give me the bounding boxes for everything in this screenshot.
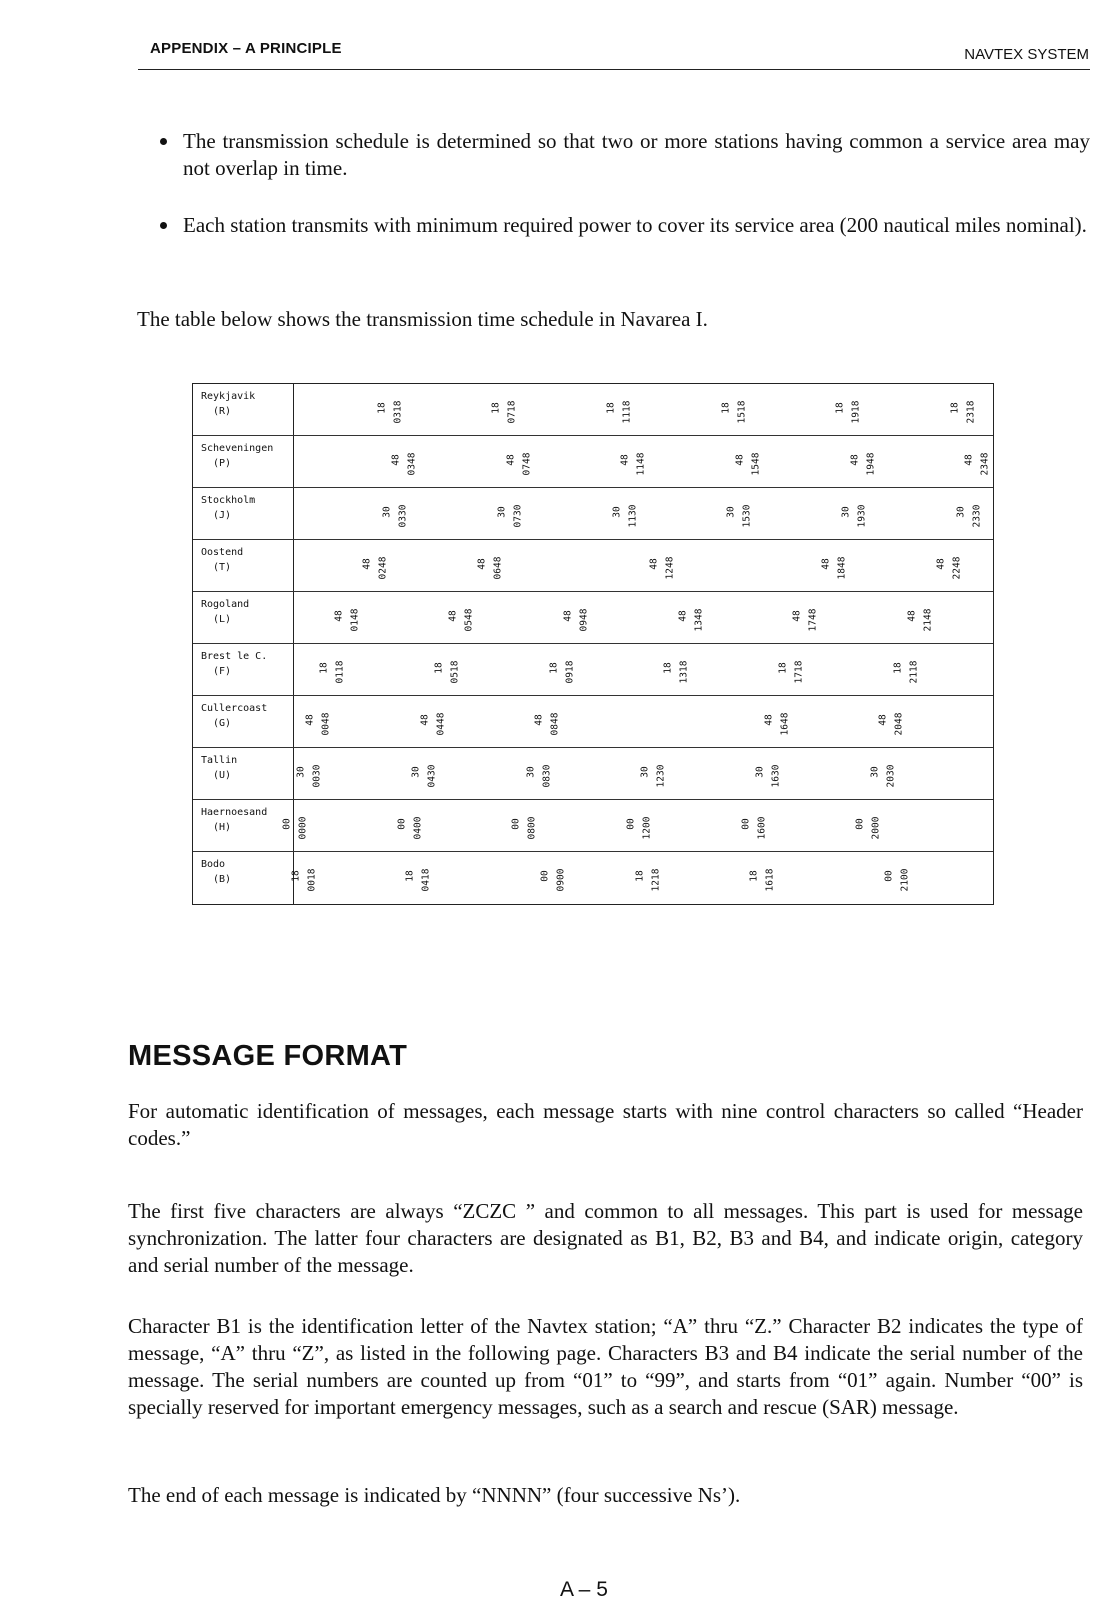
paragraph: The first five characters are always “ZCZC ” and common to all messages. This part is used for message synchronization. The latter four characters are designated as B1, B2, B3 and B4, and indicate origin, category and serial number of the message.	[128, 1199, 1083, 1277]
station-code: (L)	[213, 614, 232, 625]
transmission-time: 0448	[435, 712, 447, 736]
transmission-time: 2318	[965, 400, 977, 424]
transmission-time-short: 48	[333, 610, 345, 622]
transmission-time: 1118	[621, 400, 633, 424]
transmission-time-short: 00	[625, 818, 637, 830]
page-header-left: APPENDIX – A PRINCIPLE	[150, 40, 342, 57]
transmission-time-short: 48	[648, 558, 660, 570]
transmission-time-short: 48	[763, 714, 775, 726]
station-name: Brest le C.	[201, 651, 268, 662]
transmission-time: 0248	[377, 556, 389, 580]
station-row	[193, 852, 993, 904]
transmission-time-short: 48	[390, 454, 402, 466]
transmission-time: 1600	[756, 816, 768, 840]
transmission-time: 1230	[655, 764, 667, 788]
transmission-time: 1130	[627, 504, 639, 528]
transmission-time-short: 48	[533, 714, 545, 726]
bullet-item	[160, 212, 1090, 239]
transmission-time: 1518	[736, 400, 748, 424]
bullet-dot-icon	[160, 138, 167, 145]
transmission-time: 0548	[463, 608, 475, 632]
transmission-time: 2330	[971, 504, 983, 528]
schedule-table	[192, 383, 994, 905]
transmission-time-short: 00	[510, 818, 522, 830]
transmission-time-short: 00	[883, 870, 895, 882]
transmission-time-short: 30	[525, 766, 537, 778]
station-code: (B)	[213, 874, 232, 885]
paragraph: Character B1 is the identification letter of the Navtex station; “A” thru “Z.” Character B2 indicates the type of message, “A” thru “Z”, as listed in the following page. Characters B3 and B4 indicate the serial number of the message. The serial numbers are counted up from “01” to “99”, and starts from “01” again. Number “00” is specially reserved for important emergency messages, such as a search and rescue (SAR) message.	[128, 1314, 1083, 1419]
station-code: (P)	[213, 458, 232, 469]
transmission-time-short: 48	[419, 714, 431, 726]
transmission-time-short: 48	[791, 610, 803, 622]
transmission-time: 2030	[885, 764, 897, 788]
transmission-time: 2100	[899, 868, 911, 892]
transmission-time: 0848	[549, 712, 561, 736]
transmission-time-short: 18	[720, 402, 732, 414]
transmission-time-short: 00	[281, 818, 293, 830]
transmission-time-short: 48	[906, 610, 918, 622]
transmission-time-short: 30	[611, 506, 623, 518]
station-name: Bodo	[201, 859, 226, 870]
transmission-time: 0030	[311, 764, 323, 788]
transmission-time-short: 48	[361, 558, 373, 570]
transmission-time: 0800	[526, 816, 538, 840]
transmission-time: 0900	[555, 868, 567, 892]
transmission-time-short: 48	[820, 558, 832, 570]
station-code: (H)	[213, 822, 232, 833]
transmission-time: 0118	[334, 660, 346, 684]
station-name: Rogoland	[201, 599, 250, 610]
transmission-time-short: 18	[290, 870, 302, 882]
transmission-time: 0348	[406, 452, 418, 476]
transmission-time-short: 00	[396, 818, 408, 830]
transmission-time-short: 30	[955, 506, 967, 518]
transmission-time-short: 30	[869, 766, 881, 778]
transmission-time-short: 30	[381, 506, 393, 518]
transmission-time-short: 48	[505, 454, 517, 466]
transmission-time: 0430	[426, 764, 438, 788]
header-rule	[138, 69, 1090, 70]
transmission-time-short: 48	[677, 610, 689, 622]
transmission-time-short: 18	[892, 662, 904, 674]
transmission-time: 1200	[641, 816, 653, 840]
transmission-time: 2048	[893, 712, 905, 736]
transmission-time: 0918	[564, 660, 576, 684]
station-row	[193, 592, 993, 644]
transmission-time-short: 18	[777, 662, 789, 674]
transmission-time-short: 18	[748, 870, 760, 882]
transmission-time: 0400	[412, 816, 424, 840]
station-row	[193, 696, 993, 748]
station-code: (U)	[213, 770, 232, 781]
transmission-time-short: 48	[619, 454, 631, 466]
transmission-time: 0000	[297, 816, 309, 840]
transmission-time-short: 30	[725, 506, 737, 518]
paragraph: The end of each message is indicated by “NNNN” (four successive Ns’).	[128, 1483, 741, 1507]
transmission-time: 0148	[349, 608, 361, 632]
transmission-time: 2148	[922, 608, 934, 632]
transmission-time: 0718	[506, 400, 518, 424]
page-number: A – 5	[560, 1578, 608, 1601]
transmission-time-short: 48	[562, 610, 574, 622]
transmission-time: 0418	[420, 868, 432, 892]
bullet-text: The transmission schedule is determined so that two or more stations having common a service area may not overlap in time.	[183, 129, 1090, 180]
transmission-time: 2118	[908, 660, 920, 684]
transmission-time: 0018	[306, 868, 318, 892]
transmission-time: 0948	[578, 608, 590, 632]
station-code: (J)	[213, 510, 232, 521]
transmission-time-short: 30	[840, 506, 852, 518]
transmission-time-short: 18	[376, 402, 388, 414]
station-code: (R)	[213, 406, 232, 417]
transmission-time-short: 30	[496, 506, 508, 518]
transmission-time: 1318	[678, 660, 690, 684]
transmission-time: 0330	[397, 504, 409, 528]
bullet-dot-icon	[160, 222, 167, 229]
station-row	[193, 644, 993, 696]
transmission-time: 0318	[392, 400, 404, 424]
bullet-item	[160, 128, 1090, 182]
transmission-time-short: 30	[754, 766, 766, 778]
bullet-text: Each station transmits with minimum required power to cover its service area (200 nautical miles nominal).	[183, 213, 1087, 237]
transmission-time-short: 18	[404, 870, 416, 882]
station-row	[193, 436, 993, 488]
transmission-time: 2248	[951, 556, 963, 580]
transmission-time: 0830	[541, 764, 553, 788]
station-code: (T)	[213, 562, 232, 573]
transmission-time-short: 48	[734, 454, 746, 466]
transmission-time: 1748	[807, 608, 819, 632]
transmission-time-short: 18	[318, 662, 330, 674]
transmission-time-short: 18	[634, 870, 646, 882]
transmission-time: 0748	[521, 452, 533, 476]
transmission-time: 1848	[836, 556, 848, 580]
transmission-time: 2348	[979, 452, 991, 476]
transmission-time: 1648	[779, 712, 791, 736]
page-header-right: NAVTEX SYSTEM	[964, 46, 1089, 63]
station-code: (G)	[213, 718, 232, 729]
section-title: MESSAGE FORMAT	[128, 1040, 408, 1072]
transmission-time: 1348	[693, 608, 705, 632]
transmission-time: 1148	[635, 452, 647, 476]
transmission-time-short: 00	[539, 870, 551, 882]
transmission-time-short: 30	[639, 766, 651, 778]
station-row	[193, 488, 993, 540]
transmission-time: 1248	[664, 556, 676, 580]
transmission-time: 1918	[850, 400, 862, 424]
transmission-time: 1618	[764, 868, 776, 892]
transmission-time-short: 18	[548, 662, 560, 674]
transmission-time: 0518	[449, 660, 461, 684]
transmission-time-short: 00	[854, 818, 866, 830]
transmission-time-short: 00	[740, 818, 752, 830]
station-row	[193, 384, 993, 436]
transmission-time: 0048	[320, 712, 332, 736]
transmission-time: 2000	[870, 816, 882, 840]
station-name: Tallin	[201, 755, 238, 766]
transmission-time-short: 48	[447, 610, 459, 622]
station-name: Stockholm	[201, 495, 256, 506]
transmission-time-short: 30	[410, 766, 422, 778]
station-row	[193, 800, 993, 852]
station-row	[193, 748, 993, 800]
transmission-time-short: 48	[304, 714, 316, 726]
transmission-time: 1548	[750, 452, 762, 476]
transmission-time: 1218	[650, 868, 662, 892]
transmission-time: 0730	[512, 504, 524, 528]
transmission-time-short: 18	[433, 662, 445, 674]
station-row	[193, 540, 993, 592]
transmission-time-short: 18	[490, 402, 502, 414]
transmission-time-short: 30	[295, 766, 307, 778]
station-code: (F)	[213, 666, 232, 677]
transmission-time-short: 18	[662, 662, 674, 674]
transmission-time-short: 48	[849, 454, 861, 466]
intro-paragraph: The table below shows the transmission time schedule in Navarea I.	[137, 307, 708, 331]
station-name: Oostend	[201, 547, 244, 558]
paragraph: For automatic identification of messages, each message starts with nine control characters so called “Header codes.”	[128, 1099, 1083, 1150]
transmission-time: 0648	[492, 556, 504, 580]
transmission-time-short: 48	[963, 454, 975, 466]
transmission-time-short: 48	[935, 558, 947, 570]
station-name: Cullercoast	[201, 703, 268, 714]
transmission-time: 1948	[865, 452, 877, 476]
transmission-time: 1930	[856, 504, 868, 528]
station-name: Reykjavik	[201, 391, 256, 402]
transmission-time-short: 18	[605, 402, 617, 414]
transmission-time-short: 48	[476, 558, 488, 570]
transmission-time-short: 48	[877, 714, 889, 726]
transmission-time-short: 18	[834, 402, 846, 414]
transmission-time-short: 18	[949, 402, 961, 414]
station-name: Haernoesand	[201, 807, 268, 818]
transmission-time: 1530	[741, 504, 753, 528]
transmission-time: 1630	[770, 764, 782, 788]
transmission-time: 1718	[793, 660, 805, 684]
station-name: Scheveningen	[201, 443, 274, 454]
